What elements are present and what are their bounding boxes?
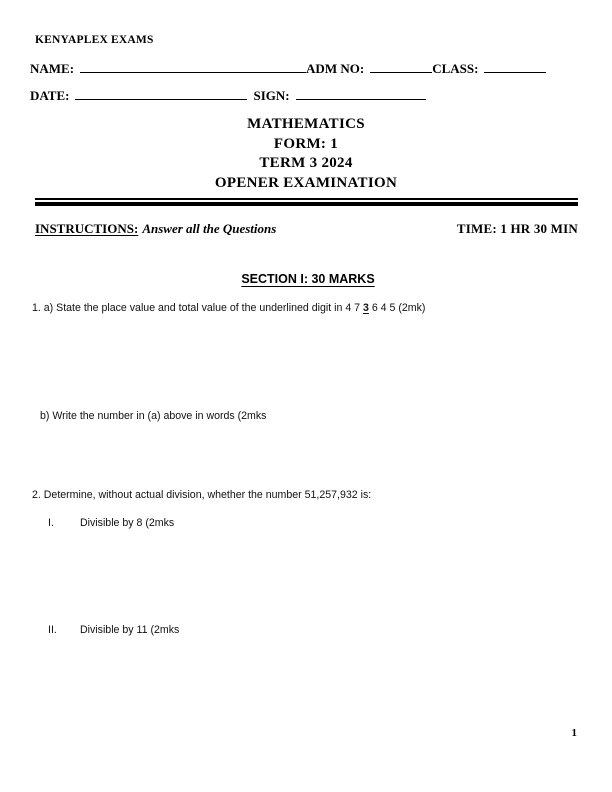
time-allowed: TIME: 1 HR 30 MIN — [456, 221, 578, 236]
page-number: 1 — [571, 727, 577, 739]
date-label: DATE: — [30, 88, 70, 103]
date-input-line[interactable] — [75, 99, 247, 100]
divider-thick-rule — [35, 202, 578, 206]
date-sign-row — [30, 88, 426, 104]
name-input-line[interactable] — [80, 72, 306, 73]
exam-subject: MATHEMATICS — [247, 116, 365, 132]
question-1a-underlined-digit: 3 — [363, 302, 369, 314]
exam-term: TERM 3 2024 — [259, 155, 353, 171]
section-heading-text: SECTION I: 30 MARKS — [241, 272, 375, 286]
instructions-row — [35, 221, 578, 237]
question-2: 2. Determine, without actual division, whether the number 51,257,932 is: — [32, 489, 372, 501]
name-label: NAME: — [30, 61, 75, 76]
question-1b: b) Write the number in (a) above in words (2mks — [40, 410, 267, 422]
organization-title: KENYAPLEX EXAMS — [35, 34, 154, 46]
class-input-line[interactable] — [484, 72, 546, 73]
question-1a-prefix: 1. a) State the place value and total value of the underlined digit in 4 7 — [32, 302, 363, 314]
question-2-item-ii-numeral: II. — [48, 624, 57, 636]
exam-title-block — [0, 115, 612, 193]
question-2-item-i-numeral: I. — [48, 517, 54, 529]
sign-label: SIGN: — [253, 88, 290, 103]
question-2-item-ii-text: Divisible by 11 (2mks — [80, 624, 180, 636]
question-2-item-i — [48, 516, 174, 530]
class-label: CLASS: — [432, 61, 479, 76]
question-2-item-ii — [40, 623, 179, 637]
instructions-label: INSTRUCTIONS: — [35, 221, 139, 236]
question-1a-suffix: 6 4 5 (2mk) — [368, 302, 426, 314]
section-heading — [0, 272, 612, 286]
question-1a — [32, 301, 425, 315]
exam-form: FORM: 1 — [273, 135, 339, 152]
exam-paper-name: OPENER EXAMINATION — [214, 174, 398, 191]
header-divider — [35, 198, 578, 206]
sign-input-line[interactable] — [296, 99, 426, 100]
student-identity-row — [30, 61, 546, 77]
question-2-item-i-text: Divisible by 8 (2mks — [80, 517, 175, 529]
adm-no-label: ADM NO: — [306, 61, 365, 76]
adm-no-input-line[interactable] — [370, 72, 432, 73]
instructions-text: Answer all the Questions — [142, 221, 277, 236]
